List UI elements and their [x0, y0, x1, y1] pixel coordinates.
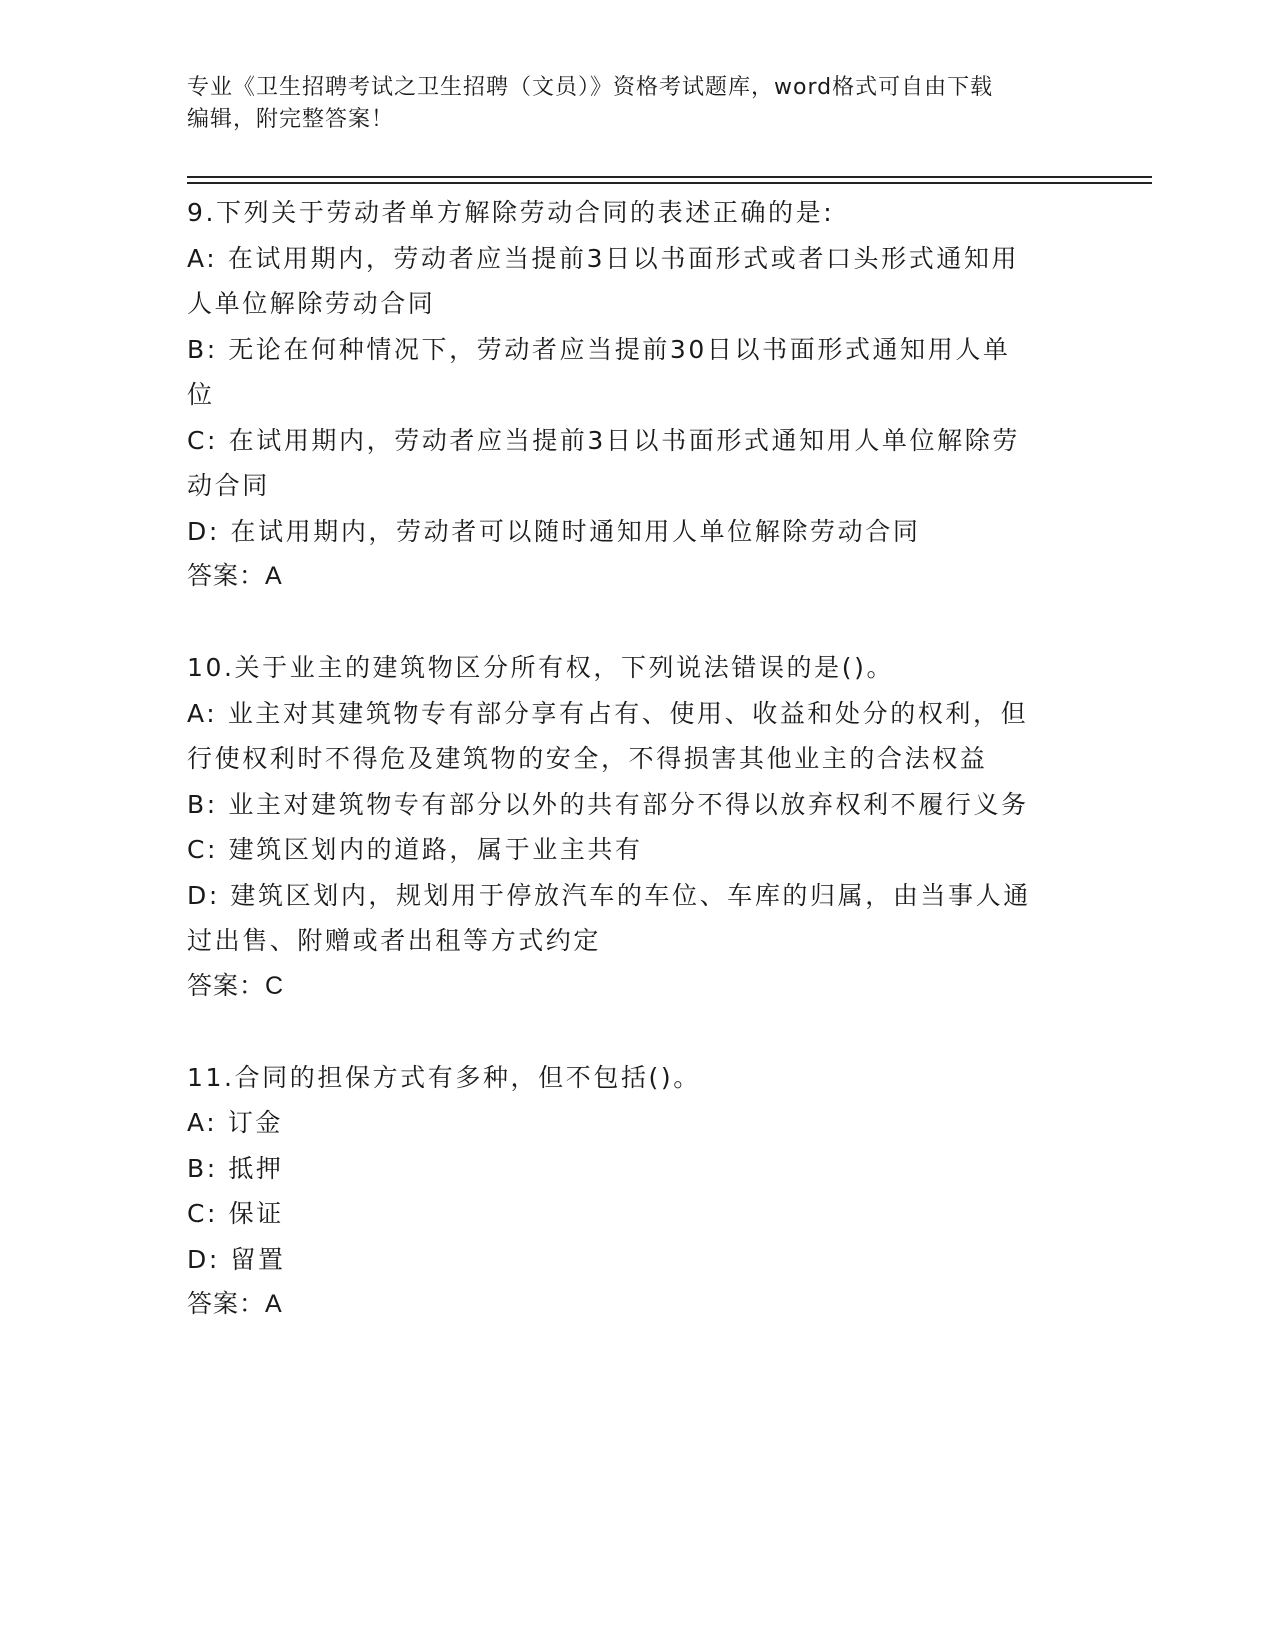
question-9 — [187, 190, 1067, 600]
question-10 — [187, 645, 1067, 1009]
question-11-option-b: B: 抵押 — [187, 1153, 284, 1183]
question-9-option-c-cont: 动合同 — [187, 471, 270, 500]
question-11 — [187, 1055, 1067, 1328]
header-line-1: 专业《卫生招聘考试之卫生招聘（文员）》资格考试题库，word格式可自由下载 — [187, 75, 994, 100]
header-divider-bottom — [187, 182, 1152, 184]
question-9-option-d: D: 在试用期内，劳动者可以随时通知用人单位解除劳动合同 — [187, 516, 921, 546]
question-11-stem: 11.合同的担保方式有多种，但不包括()。 — [187, 1062, 701, 1092]
document-header — [187, 72, 1087, 136]
question-10-option-d: D: 建筑区划内，规划用于停放汽车的车位、车库的归属，由当事人通 — [187, 880, 1031, 910]
question-10-option-d-cont: 过出售、附赠或者出租等方式约定 — [187, 926, 602, 955]
question-9-answer: 答案：A — [187, 562, 283, 590]
question-11-option-d: D: 留置 — [187, 1244, 286, 1274]
question-9-option-b: B: 无论在何种情况下，劳动者应当提前30日以书面形式通知用人单 — [187, 334, 1011, 364]
header-divider-top — [187, 176, 1152, 178]
question-gap — [187, 600, 1067, 646]
question-10-option-a: A: 业主对其建筑物专有部分享有占有、使用、收益和处分的权利，但 — [187, 698, 1029, 728]
question-gap — [187, 1009, 1067, 1055]
question-10-option-b: B: 业主对建筑物专有部分以外的共有部分不得以放弃权利不履行义务 — [187, 789, 1029, 819]
header-line-2: 编辑，附完整答案！ — [187, 107, 395, 132]
question-10-answer: 答案：C — [187, 971, 285, 1000]
question-11-answer: 答案：A — [187, 1290, 283, 1318]
question-11-option-c: C: 保证 — [187, 1199, 284, 1228]
question-9-option-a: A: 在试用期内，劳动者应当提前3日以书面形式或者口头形式通知用 — [187, 243, 1020, 273]
question-9-option-a-cont: 人单位解除劳动合同 — [187, 289, 436, 318]
question-10-stem: 10.关于业主的建筑物区分所有权，下列说法错误的是()。 — [187, 653, 895, 682]
question-9-stem: 9.下列关于劳动者单方解除劳动合同的表述正确的是: — [187, 198, 835, 227]
question-11-option-a: A: 订金 — [187, 1108, 284, 1137]
question-10-option-c: C: 建筑区划内的道路，属于业主共有 — [187, 835, 643, 864]
question-list — [187, 190, 1067, 1328]
question-10-option-a-cont: 行使权利时不得危及建筑物的安全，不得损害其他业主的合法权益 — [187, 744, 988, 773]
question-9-option-c: C: 在试用期内，劳动者应当提前3日以书面形式通知用人单位解除劳 — [187, 425, 1020, 455]
question-9-option-b-cont: 位 — [187, 380, 215, 409]
